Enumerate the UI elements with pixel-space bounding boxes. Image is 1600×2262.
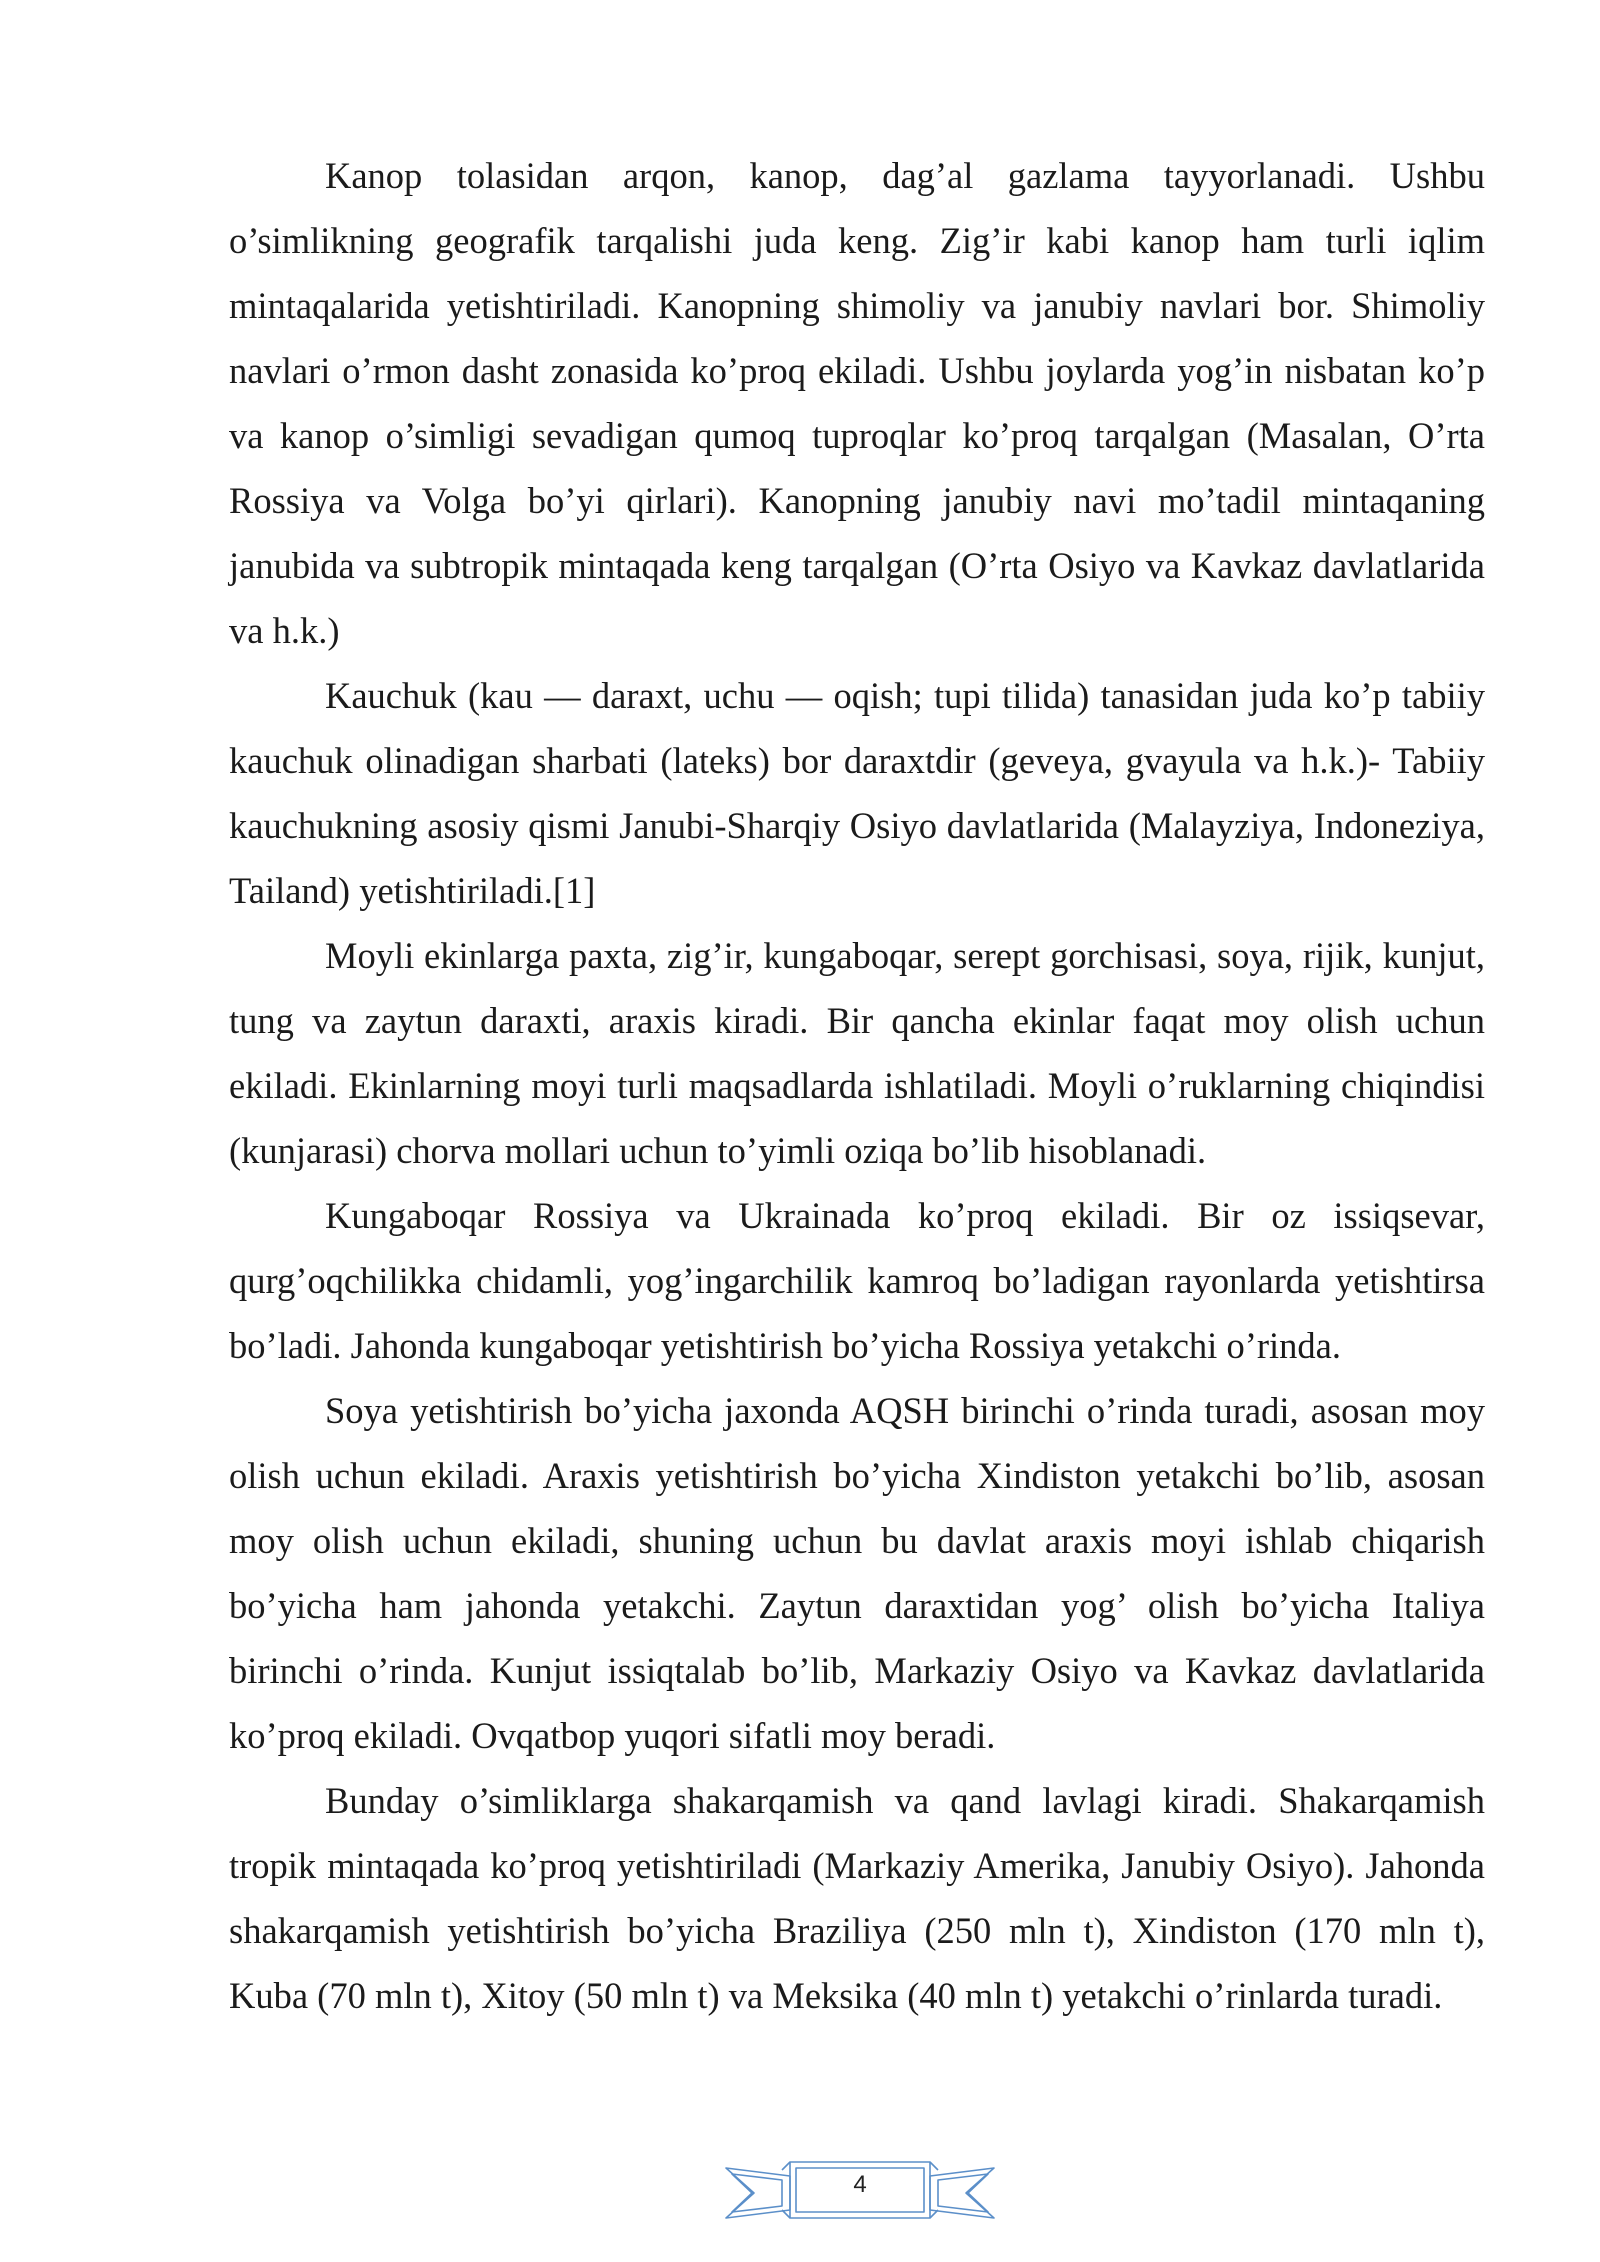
page-number: 4	[853, 2171, 867, 2198]
paragraph-kungaboqar: Kungaboqar Rossiya va Ukrainada ko’proq ekiladi. Bir oz issiqsevar, qurg’oqchilikka chidamli, yog’ingarchilik kamroq bo’ladigan rayonlarda yetishtirsa bo’ladi. Jahonda kungaboqar yetishtirish bo’yicha Rossiya yetakchi o’rinda.	[229, 1195, 1485, 1366]
paragraph-kauchuk: Kauchuk (kau — daraxt, uchu — oqish; tupi tilida) tanasidan juda ko’p tabiiy kauchuk olinadigan sharbati (lateks) bor daraxtdir (geveya, gvayula va h.k.)- Tabiiy kauchukning asosiy qismi Janubi-Sharqiy Osiyo davlatlarida (Malayziya, Indoneziya, Tailand) yetishtiriladi.[1]	[229, 675, 1485, 911]
paragraph-moyli-ekinlar: Moyli ekinlarga paxta, zig’ir, kungaboqar, serept gorchisasi, soya, rijik, kunjut, tung va zaytun daraxti, araxis kiradi. Bir qancha ekinlar faqat moy olish uchun ekiladi. Ekinlarning moyi turli maqsadlarda ishlatiladi. Moyli o’ruklarning chiqindisi (kunjarasi) chorva mollari uchun to’yimli oziqa bo’lib hisoblanadi.	[229, 935, 1485, 1171]
paragraph-kanop: Kanop tolasidan arqon, kanop, dag’al gazlama tayyorlanadi. Ushbu o’simlikning geografik tarqalishi juda keng. Zig’ir kabi kanop ham turli iqlim mintaqalarida yetishtiriladi. Kanopning shimoliy va janubiy navlari bor. Shimoliy navlari o’rmon dasht zonasida ko’proq ekiladi. Ushbu joylarda yog’in nisbatan ko’p va kanop o’simligi sevadigan qumoq tuproqlar ko’proq tarqalgan (Masalan, O’rta Rossiya va Volga bo’yi qirlari). Kanopning janubiy navi mo’tadil mintaqaning janubida va subtropik mintaqada keng tarqalgan (O’rta Osiyo va Kavkaz davlatlarida va h.k.)	[229, 155, 1485, 651]
paragraph-shakarqamish: Bunday o’simliklarga shakarqamish va qand lavlagi kiradi. Shakarqamish tropik mintaqada ko’proq yetishtiriladi (Markaziy Amerika, Janubiy Osiyo). Jahonda shakarqamish yetishtirish bo’yicha Braziliya (250 mln t), Xindiston (170 mln t), Kuba (70 mln t), Xitoy (50 mln t) va Meksika (40 mln t) yetakchi o’rinlarda turadi.	[229, 1780, 1485, 2016]
paragraph-soya: Soya yetishtirish bo’yicha jaxonda AQSH birinchi o’rinda turadi, asosan moy olish uchun ekiladi. Araxis yetishtirish bo’yicha Xindiston yetakchi bo’lib, asosan moy olish uchun ekiladi, shuning uchun bu davlat araxis moyi ishlab chiqarish bo’yicha ham jahonda yetakchi. Zaytun daraxtidan yog’ olish bo’yicha Italiya birinchi o’rinda. Kunjut issiqtalab bo’lib, Markaziy Osiyo va Kavkaz davlatlarida ko’proq ekiladi. Ovqatbop yuqori sifatli moy beradi.	[229, 1390, 1485, 1756]
document-body	[229, 143, 1485, 2028]
page-footer	[720, 2150, 1000, 2230]
